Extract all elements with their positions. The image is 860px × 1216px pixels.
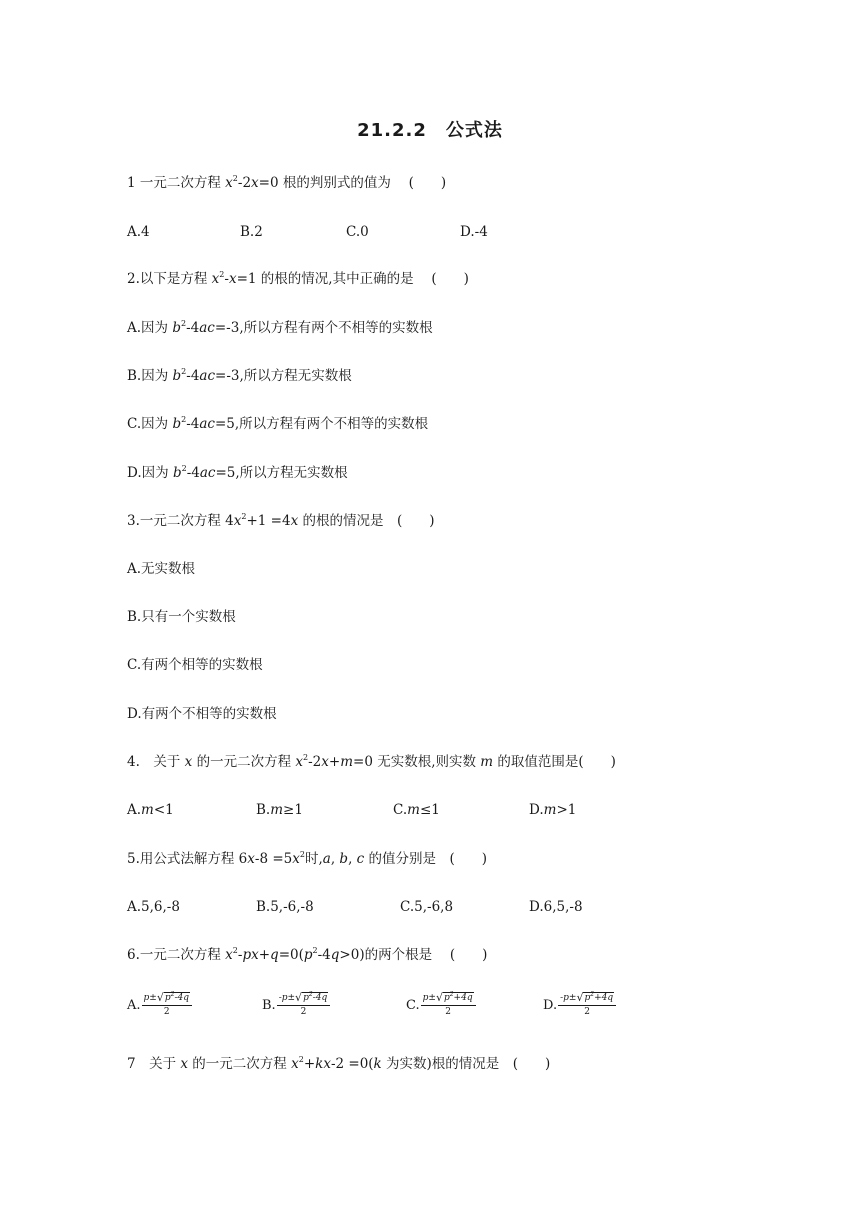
- question-4: 4. 关于 x 的一元二次方程 $x^2-2x+m=0$ 无实数根,则实数 m 的取值范围是( ): [127, 753, 616, 770]
- page-title: 21.2.2 公式法: [357, 120, 503, 141]
- q3-option-a: A.无实数根: [127, 561, 196, 577]
- q2-option-b: B.因为 $b^2-4ac=-3$,所以方程无实数根: [127, 367, 352, 384]
- q4-option-c: C.m≤1: [393, 802, 440, 818]
- q6-option-b: B. - p ± √ $p^2-4q$ 2: [262, 992, 330, 1018]
- question-5: 5.用公式法解方程 $6x-8 =5x^2$时,a, b, c 的值分别是 ( ): [127, 850, 488, 867]
- q5-option-b: B.5,-6,-8: [256, 899, 314, 915]
- sqrt-icon: √: [295, 991, 303, 1004]
- q1-option-c: C.0: [346, 224, 369, 240]
- q2-option-c: C.因为 $b^2-4ac=5$,所以方程有两个不相等的实数根: [127, 415, 429, 432]
- question-6: 6.一元二次方程 $x^2-px+q=0(p^2-4q>0)$的两个根是 ( ): [127, 946, 488, 963]
- fraction: p ± √ $p^2+4q$ 2: [421, 992, 476, 1018]
- q2-option-a: A.因为 $b^2-4ac=-3$,所以方程有两个不相等的实数根: [127, 319, 433, 336]
- q1-option-a: A.4: [127, 224, 150, 240]
- q3-option-b: B.只有一个实数根: [127, 609, 236, 625]
- q4-option-b: B.m≥1: [256, 802, 303, 818]
- q1-option-d: D.-4: [460, 224, 488, 240]
- fraction: - p ± √ $p^2-4q$ 2: [277, 992, 331, 1018]
- sqrt-icon: √: [576, 991, 584, 1004]
- q6-option-c: C. p ± √ $p^2+4q$ 2: [406, 992, 476, 1018]
- q1-option-b: B.2: [240, 224, 263, 240]
- q3-option-c: C.有两个相等的实数根: [127, 657, 263, 673]
- fraction: p ± √ $p^2-4q$ 2: [142, 992, 192, 1018]
- question-3: 3.一元二次方程 $4x^2+1 =4x$ 的根的情况是 ( ): [127, 512, 435, 529]
- q2-option-d: D.因为 $b^2-4ac=5$,所以方程无实数根: [127, 464, 348, 481]
- q4-option-d: D.m>1: [529, 802, 577, 818]
- q5-option-a: A.5,6,-8: [127, 899, 180, 915]
- q6-option-a: A. p ± √ $p^2-4q$ 2: [127, 992, 192, 1018]
- question-7: 7 关于 x 的一元二次方程 $x^2+kx-2 =0(k$ 为实数)根的情况是 ( ): [127, 1055, 551, 1072]
- q5-option-c: C.5,-6,8: [400, 899, 454, 915]
- question-2: 2.以下是方程 $x^2-x=1$ 的根的情况,其中正确的是 ( ): [127, 270, 469, 287]
- fraction: - p ± √ $p^2+4q$ 2: [558, 992, 616, 1018]
- sqrt-icon: √: [156, 991, 164, 1004]
- q5-option-d: D.6,5,-8: [529, 899, 583, 915]
- sqrt-icon: √: [435, 991, 443, 1004]
- q3-option-d: D.有两个不相等的实数根: [127, 706, 277, 722]
- q6-option-d: D. - p ± √ $p^2+4q$ 2: [543, 992, 616, 1018]
- q4-option-a: A.m<1: [127, 802, 174, 818]
- question-1: 1 一元二次方程 $x^2-2x=0$ 根的判别式的值为 ( ): [127, 174, 447, 191]
